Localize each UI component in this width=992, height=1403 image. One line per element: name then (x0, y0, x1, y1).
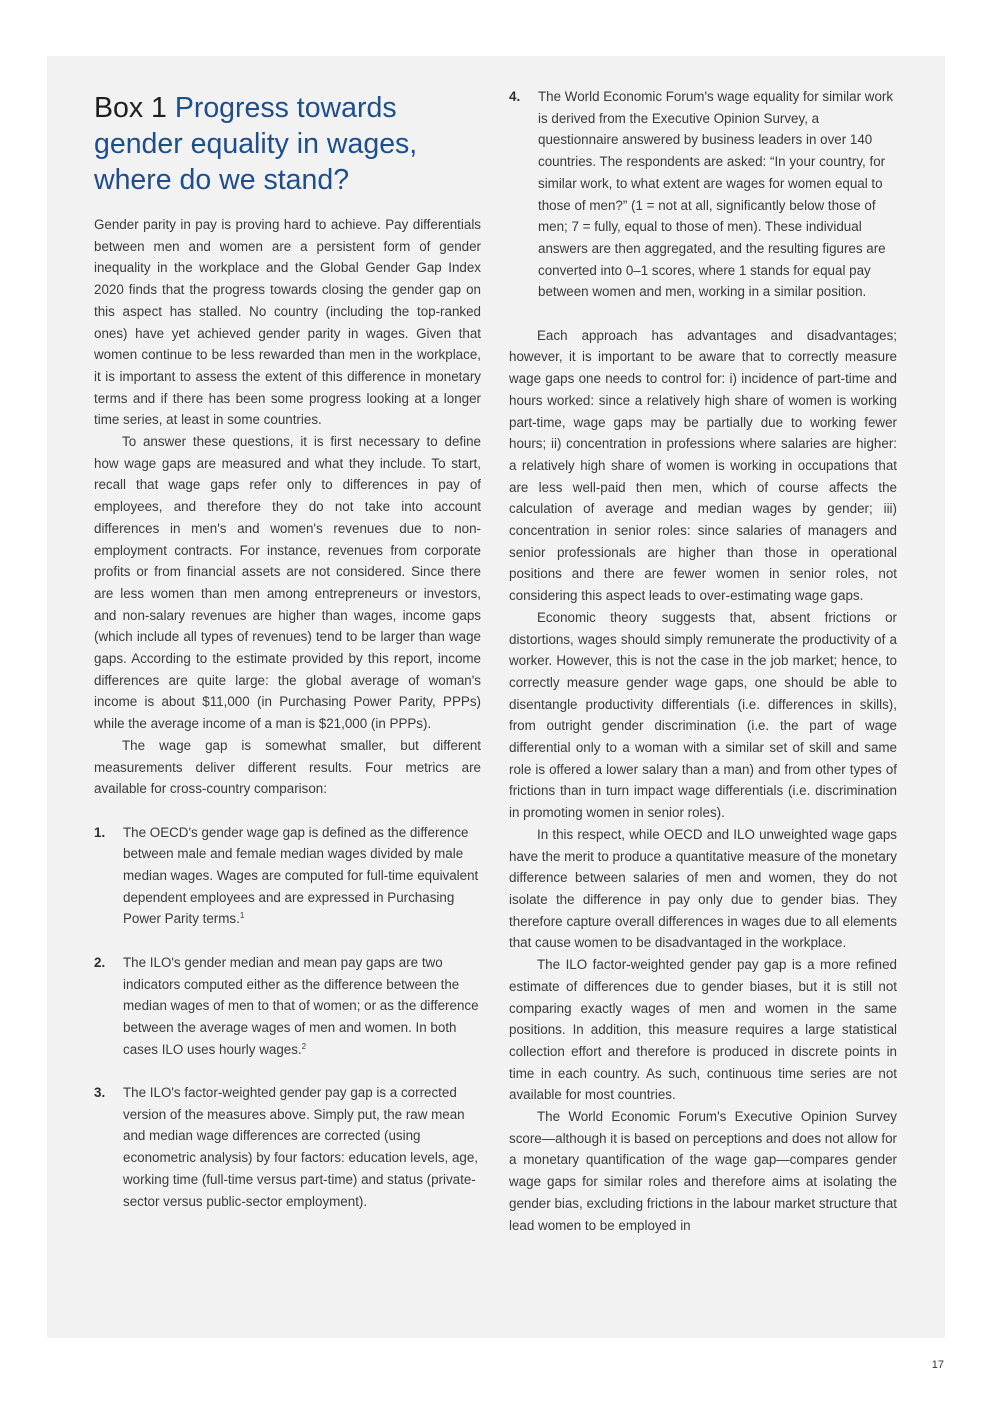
list-item-1 (94, 822, 481, 931)
footnote-marker: 1 (239, 911, 245, 921)
list-item-text: The ILO's gender median and mean pay gaps are two indicators computed either as the difference between the median wages of men to that of women; or as the difference between the average wages of men and women. In both cases ILO uses hourly wages. (123, 954, 479, 1057)
list-item-3 (94, 1082, 481, 1212)
right-paragraph-3: In this respect, while OECD and ILO unweighted wage gaps have the merit to produce a quantitative measure of the monetary difference between salaries of men and women, they do not isolate the difference in pay only due to gender bias. They therefore capture overall differences in wages due to all elements that cause women to be disadvantaged in the workplace. (509, 826, 897, 951)
list-item-number: 2. (94, 954, 106, 970)
list-item-number: 1. (94, 824, 106, 840)
list-item-text: The World Economic Forum's wage equality for similar work is derived from the Executive Opinion Survey, a questionnaire answered by business leaders in over 140 countries. The respondents are asked: “In your country, for similar work, to what extent are wages for women equal to those of men?” (1 = not at all, significantly below those of men; 7 = fully, equal to those of men). These individual answers are then aggregated, and the resulting figures are converted into 0–1 scores, where 1 stands for equal pay between women and men, working in a similar position. (538, 89, 894, 300)
page-number: 17 (931, 1359, 944, 1371)
list-item-4 (509, 86, 897, 303)
footnote-marker: 2 (301, 1041, 307, 1051)
list-item-number: 3. (94, 1085, 106, 1101)
left-paragraph-1: Gender parity in pay is proving hard to achieve. Pay differentials between men and women are a persistent form of gender inequality in the workplace and the Global Gender Gap Index 2020 finds that the progress towards closing the gender gap on this aspect has stalled. No country (including the top-ranked ones) have yet achieved gender parity in wages. Given that women continue to be less rewarded than men in the workplace, it is important to assess the extent of this difference in monetary terms and if there has been some progress looking at a longer time series, at least in some countries. (94, 217, 481, 428)
box-label: Box 1 (94, 92, 167, 124)
list-item-2 (94, 952, 481, 1061)
right-paragraph-4: The ILO factor-weighted gender pay gap is a more refined estimate of differences due to gender biases, but it is still not comparing exactly wages of men and women in the same positions. In addition, this measure requires a large statistical collection effort and therefore is produced in discrete points in time in each country. As such, continuous time series are not available for most countries. (509, 957, 897, 1103)
list-item-text: The OECD's gender wage gap is defined as the difference between male and female median wages divided by male median wages. Wages are computed for full-time equivalent dependent employees and are expressed in Purchasing Power Parity terms. (123, 824, 479, 927)
right-paragraph-2: Economic theory suggests that, absent frictions or distortions, wages should simply remunerate the productivity of a worker. However, this is not the case in the job market; hence, to correctly measure gender wage gaps, one should be able to disentangle productivity differentials (i.e. differences in skills), from outright gender discrimination (i.e. the part of wage differential only to a woman with a similar set of skill and same role is offered a lower salary than a man) and from other types of frictions than in turn impact wage differentials (i.e. discrimination in promoting women in senior roles). (509, 609, 897, 821)
left-column (94, 90, 481, 1212)
box-title-text: Progress towards gender equality in wages, where do we stand? (94, 92, 418, 196)
right-column (509, 86, 897, 1236)
list-item-text: The ILO's factor-weighted gender pay gap is a corrected version of the measures above. Simply put, the raw mean and median wage differences are corrected (using econometric analysis) by four factors: education levels, age, working time (full-time versus part-time) and status (private-sector versus public-sector employment). (123, 1085, 479, 1209)
left-paragraph-3: The wage gap is somewhat smaller, but different measurements deliver different results. Four metrics are available for cross-country comparison: (94, 737, 481, 797)
list-item-number: 4. (509, 89, 521, 104)
left-paragraph-2: To answer these questions, it is first necessary to define how wage gaps are measured and what they include. To start, recall that wage gaps refer only to differences in pay of employees, and therefore they do not take into account differences in men's and women's revenues due to non-employment contracts. For instance, revenues from corporate profits or from financial assets are not considered. Since there are less women than men among entrepreneurs or investors, and non-salary revenues are higher than wages, income gaps (which include all types of revenues) tend to be larger than wage gaps. According to the estimate provided by this report, income differences are quite large: the global average of woman's income is about $11,000 (in Purchasing Power Parity, PPPs) while the average income of a man is $21,000 (in PPPs). (94, 434, 481, 732)
box-title (94, 90, 481, 198)
right-paragraph-1: Each approach has advantages and disadvantages; however, it is important to be aware that to correctly measure wage gaps one needs to control for: i) incidence of part-time and hours worked: since a relatively high share of women is working part-time, wage gaps may be partially due to working fewer hours; ii) concentration in professions where salaries are higher: a relatively high share of women is working in occupations that are less well-paid then men, which of course affects the calculation of average and median wages by gender; iii) concentration in senior roles: since salaries of managers and senior professionals are higher than those in operational positions and there are fewer women in senior roles, not considering this aspect leads to over-estimating wage gaps. (509, 327, 897, 604)
right-paragraph-5: The World Economic Forum's Executive Opinion Survey score—although it is based on perceptions and does not allow for a monetary quantification of the wage gap—compares gender wage gaps for similar roles and therefore aims at isolating the gender bias, excluding frictions in the labour market structure that lead women to be employed in (509, 1109, 897, 1233)
